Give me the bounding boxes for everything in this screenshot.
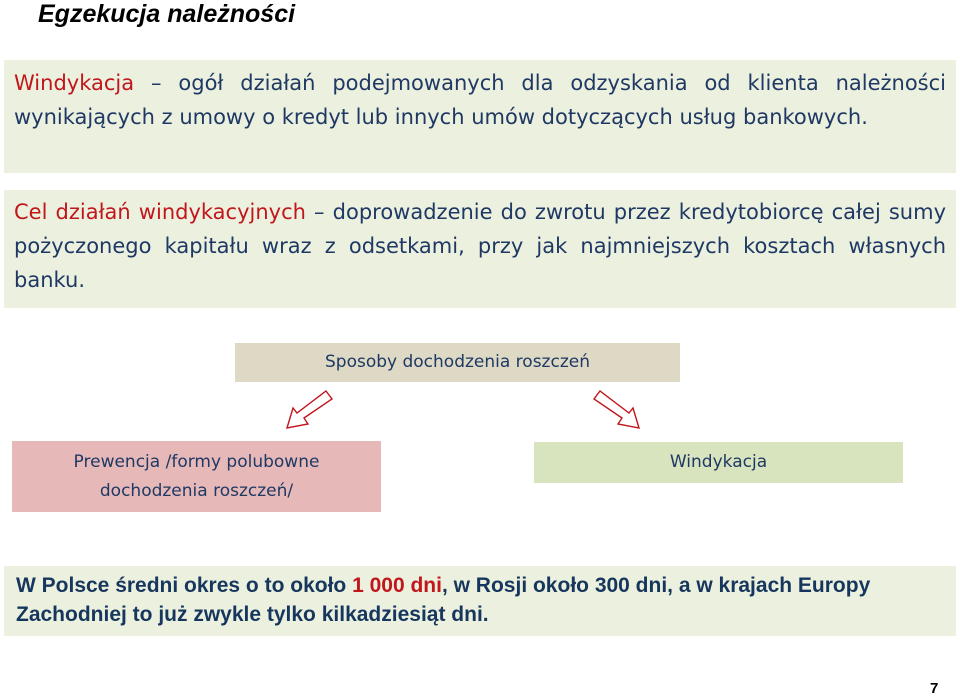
note-text: , w Rosji około 300 dni, a w krajach Europy Zachodniej to już zwykle tylko kilkadziesiąt dni.	[16, 574, 871, 626]
definition-collection-box	[4, 60, 956, 173]
definition-term: Windykacja	[14, 71, 135, 95]
page-title: Egzekucja należności	[38, 0, 296, 28]
definition-text: – ogół działań podejmowanych dla odzyskania od klienta należności wynikających z umowy o kredyt lub innych umów dotyczących usług bankowych.	[14, 71, 946, 129]
arrow-down-left-icon	[284, 388, 334, 430]
definition-goal-box	[4, 190, 956, 308]
definition-text: – doprowadzenie do zwrotu przez kredytobiorcę całej sumy pożyczonego kapitału wraz z odsetkami, przy jak najmniejszych kosztach własnych banku.	[14, 200, 947, 292]
collection-box: Windykacja	[534, 442, 903, 483]
prevention-line: Prewencja /formy polubowne	[73, 452, 320, 472]
arrow-down-right-icon	[592, 388, 642, 430]
note-highlight: 1 000 dni	[352, 574, 442, 597]
prevention-box	[12, 441, 381, 512]
page-number: 7	[930, 680, 939, 697]
note-box	[4, 566, 956, 636]
definition-term: Cel działań windykacyjnych	[14, 200, 306, 224]
methods-box: Sposoby dochodzenia roszczeń	[235, 343, 680, 382]
note-text: W Polsce średni okres o to około	[16, 574, 353, 597]
prevention-line: dochodzenia roszczeń/	[99, 481, 294, 501]
